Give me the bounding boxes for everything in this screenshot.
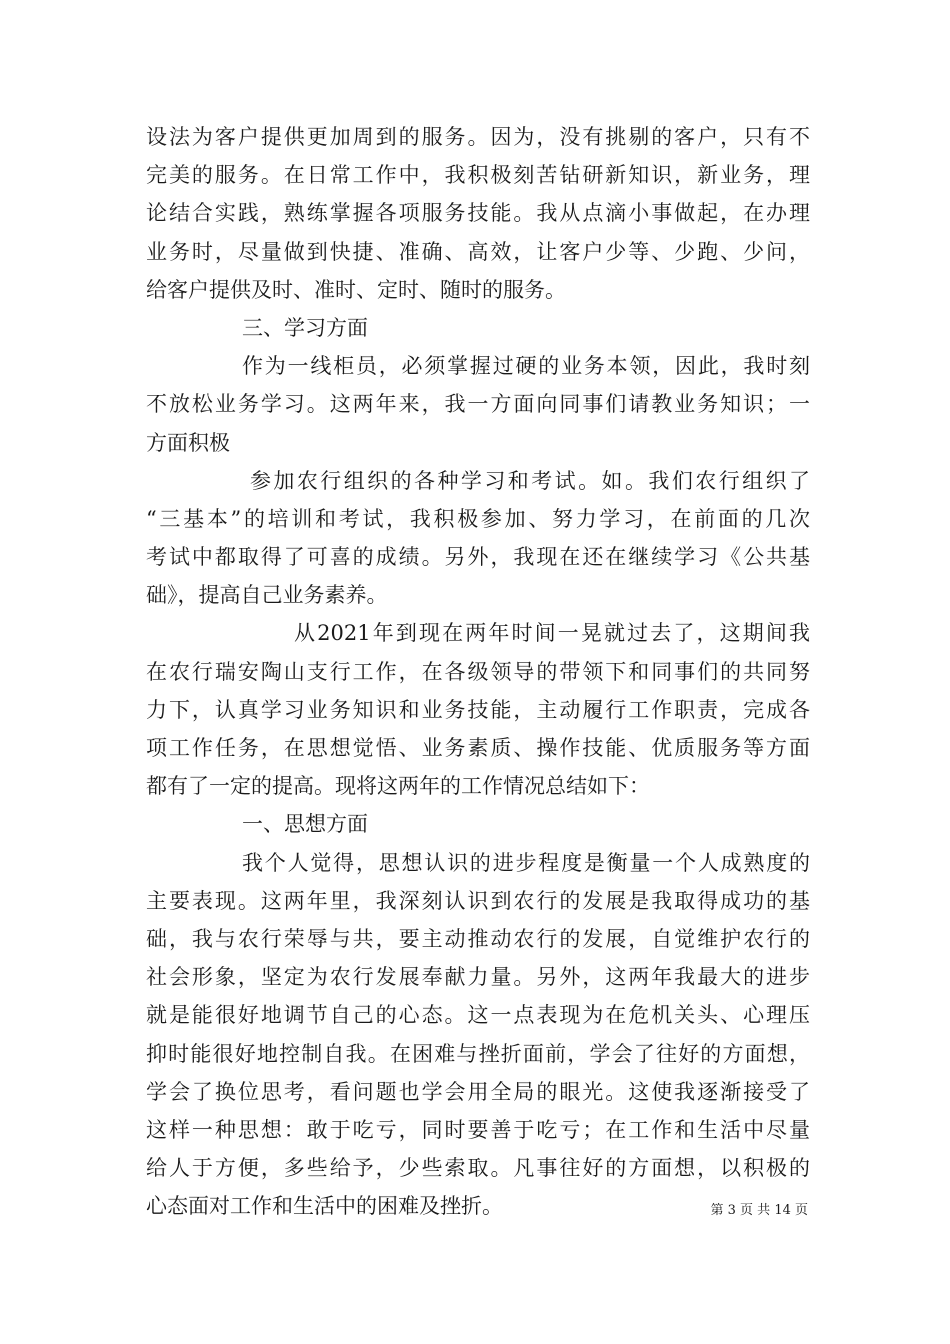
text-line: 三、学习方面 bbox=[242, 315, 368, 340]
text-line: 项工作任务，在思想觉悟、业务素质、操作技能、优质服务等方面 bbox=[146, 736, 810, 760]
text-line: 社会形象，坚定为农行发展奉献力量。另外，这两年我最大的进步 bbox=[146, 965, 810, 990]
text-line: 论结合实践，熟练掌握各项服务技能。我从点滴小事做起，在办理 bbox=[146, 201, 810, 226]
text-line: 我个人觉得，思想认识的进步程度是衡量一个人成熟度的 bbox=[242, 850, 810, 875]
text-line: 不放松业务学习。这两年来，我一方面向同事们请教业务知识；一 bbox=[146, 392, 810, 417]
text-line: 设法为客户提供更加周到的服务。因为，没有挑剔的客户，只有不 bbox=[146, 125, 810, 149]
text-line: 就是能很好地调节自己的心态。这一点表现为在危机关头、心理压 bbox=[146, 1003, 810, 1028]
text-line: 从2021年到现在两年时间一晃就过去了，这期间我 bbox=[294, 621, 810, 646]
text-line: 考试中都取得了可喜的成绩。另外，我现在还在继续学习《公共基 bbox=[146, 545, 810, 570]
page-number: 第 3 页 共 14 页 bbox=[710, 1203, 808, 1218]
text-line: 主要表现。这两年里，我深刻认识到农行的发展是我取得成功的基 bbox=[146, 888, 810, 913]
text-line: 力下，认真学习业务知识和业务技能，主动履行工作职责，完成各 bbox=[146, 697, 810, 722]
text-line: 一、思想方面 bbox=[242, 812, 368, 837]
text-line: 作为一线柜员，必须掌握过硬的业务本领，因此，我时刻 bbox=[242, 354, 810, 379]
text-line: 完美的服务。在日常工作中，我积极刻苦钻研新知识，新业务，理 bbox=[146, 163, 810, 188]
text-line: 业务时，尽量做到快捷、准确、高效，让客户少等、少跑、少问， bbox=[146, 239, 810, 264]
text-line: 心态面对工作和生活中的困难及挫折。 bbox=[146, 1194, 503, 1219]
text-line: 给人于方便，多些给予，少些索取。凡事往好的方面想，以积极的 bbox=[146, 1156, 810, 1181]
text-line: 给客户提供及时、准时、定时、随时的服务。 bbox=[146, 277, 566, 302]
text-line: 在农行瑞安陶山支行工作，在各级领导的带领下和同事们的共同努 bbox=[146, 659, 810, 684]
text-line: “三基本”的培训和考试，我积极参加、努力学习，在前面的几次 bbox=[146, 506, 810, 531]
text-line: 抑时能很好地控制自我。在困难与挫折面前，学会了往好的方面想， bbox=[146, 1041, 810, 1066]
text-line: 学会了换位思考，看问题也学会用全局的眼光。这使我逐渐接受了 bbox=[146, 1079, 810, 1104]
text-line: 础，我与农行荣辱与共，要主动推动农行的发展，自觉维护农行的 bbox=[146, 926, 810, 951]
text-line: 方面积极 bbox=[146, 430, 230, 455]
text-line: 这样一种思想：敢于吃亏，同时要善于吃亏；在工作和生活中尽量 bbox=[146, 1117, 810, 1142]
text-line: 都有了一定的提高。现将这两年的工作情况总结如下： bbox=[146, 774, 650, 799]
text-line: 参加农行组织的各种学习和考试。如。我们农行组织了 bbox=[250, 468, 810, 493]
body-text bbox=[146, 118, 810, 1225]
text-line: 础》，提高自己业务素养。 bbox=[146, 583, 388, 608]
